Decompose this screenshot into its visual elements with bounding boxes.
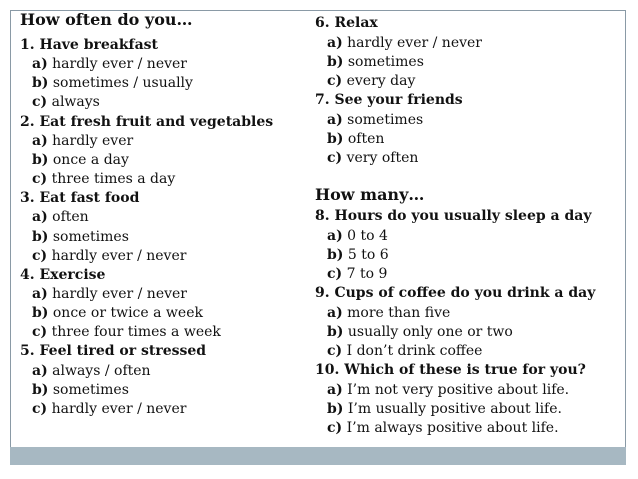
question-3-option-a [20, 208, 89, 226]
option-text: 0 to 4 [347, 228, 388, 244]
question-8-option-b [315, 246, 389, 264]
question-9-title: 9. Cups of coffee do you drink a day [315, 285, 596, 301]
heading-how-often: How often do you… [20, 10, 193, 29]
question-10-option-c [315, 419, 559, 437]
question-8-option-a [315, 227, 388, 245]
option-letter: a) [32, 286, 48, 302]
option-text: I’m always positive about life. [346, 420, 559, 436]
option-letter: a) [327, 228, 343, 244]
question-5-option-c [20, 400, 186, 418]
option-text: three times a day [51, 171, 176, 187]
option-text: I’m usually positive about life. [347, 401, 562, 417]
question-2-option-a [20, 132, 133, 150]
option-letter: b) [32, 305, 49, 321]
option-letter: a) [327, 35, 343, 51]
option-text: very often [346, 150, 419, 166]
question-4-title: 4. Exercise [20, 267, 106, 283]
option-letter: b) [327, 401, 344, 417]
question-3-title: 3. Eat fast food [20, 190, 140, 206]
option-text: often [52, 209, 89, 225]
question-5-option-b [20, 381, 129, 399]
question-5-option-a [20, 362, 151, 380]
option-letter: b) [327, 247, 344, 263]
option-text: usually only one or two [347, 324, 513, 340]
option-letter: c) [32, 171, 48, 187]
option-text: more than five [347, 305, 451, 321]
option-text: sometimes [347, 112, 424, 128]
option-letter: a) [327, 305, 343, 321]
option-letter: c) [32, 248, 48, 264]
option-letter: a) [327, 112, 343, 128]
option-letter: c) [327, 73, 343, 89]
option-letter: c) [32, 324, 48, 340]
question-7-option-c [315, 149, 418, 167]
question-1-option-a [20, 55, 187, 73]
question-1-title: 1. Have breakfast [20, 37, 158, 53]
question-4-option-a [20, 285, 187, 303]
option-letter: b) [32, 382, 49, 398]
option-text: sometimes [52, 382, 129, 398]
option-text: hardly ever / never [51, 248, 187, 264]
option-text: sometimes [347, 54, 424, 70]
question-5-title: 5. Feel tired or stressed [20, 343, 207, 359]
option-letter: a) [32, 363, 48, 379]
option-text: hardly ever / never [52, 56, 187, 72]
option-letter: c) [32, 94, 48, 110]
option-letter: c) [327, 420, 343, 436]
option-text: often [347, 131, 385, 147]
question-10-option-b [315, 400, 562, 418]
question-2-title: 2. Eat fresh fruit and vegetables [20, 114, 274, 130]
option-letter: a) [32, 56, 48, 72]
option-text: I don’t drink coffee [346, 343, 483, 359]
option-letter: a) [32, 209, 48, 225]
question-6-option-b [315, 53, 424, 71]
question-3-option-c [20, 247, 186, 265]
option-letter: c) [32, 401, 48, 417]
option-letter: c) [327, 150, 343, 166]
option-text: 5 to 6 [347, 247, 389, 263]
question-6-title: 6. Relax [315, 15, 378, 31]
option-text: always [51, 94, 100, 110]
option-text: sometimes [52, 229, 129, 245]
option-letter: b) [32, 75, 49, 91]
question-8-option-c [315, 265, 387, 283]
option-text: hardly ever / never [52, 286, 187, 302]
option-text: once a day [52, 152, 129, 168]
question-7-option-b [315, 130, 384, 148]
question-10-title: 10. Which of these is true for you? [315, 362, 586, 378]
question-9-option-b [315, 323, 513, 341]
option-text: 7 to 9 [346, 266, 388, 282]
question-2-option-c [20, 170, 175, 188]
heading-how-many: How many… [315, 185, 425, 204]
question-1-option-c [20, 93, 100, 111]
question-10-option-a [315, 381, 569, 399]
option-text: sometimes / usually [52, 75, 193, 91]
option-text: every day [346, 73, 416, 89]
option-letter: b) [32, 152, 49, 168]
option-letter: b) [327, 324, 344, 340]
option-letter: c) [327, 343, 343, 359]
question-7-option-a [315, 111, 423, 129]
option-text: once or twice a week [52, 305, 203, 321]
option-text: three four times a week [51, 324, 221, 340]
question-9-option-c [315, 342, 482, 360]
question-7-title: 7. See your friends [315, 92, 463, 108]
question-9-option-a [315, 304, 450, 322]
question-6-option-c [315, 72, 415, 90]
option-text: hardly ever / never [51, 401, 187, 417]
option-text: I’m not very positive about life. [347, 382, 570, 398]
option-letter: b) [327, 54, 344, 70]
question-1-option-b [20, 74, 193, 92]
option-text: hardly ever [52, 133, 134, 149]
question-2-option-b [20, 151, 129, 169]
option-letter: a) [327, 382, 343, 398]
option-letter: b) [32, 229, 49, 245]
question-3-option-b [20, 228, 129, 246]
option-text: always / often [52, 363, 151, 379]
question-4-option-c [20, 323, 221, 341]
option-letter: a) [32, 133, 48, 149]
question-4-option-b [20, 304, 203, 322]
option-letter: c) [327, 266, 343, 282]
question-6-option-a [315, 34, 482, 52]
option-text: hardly ever / never [347, 35, 482, 51]
footer-bar [10, 447, 626, 465]
option-letter: b) [327, 131, 344, 147]
question-8-title: 8. Hours do you usually sleep a day [315, 208, 592, 224]
